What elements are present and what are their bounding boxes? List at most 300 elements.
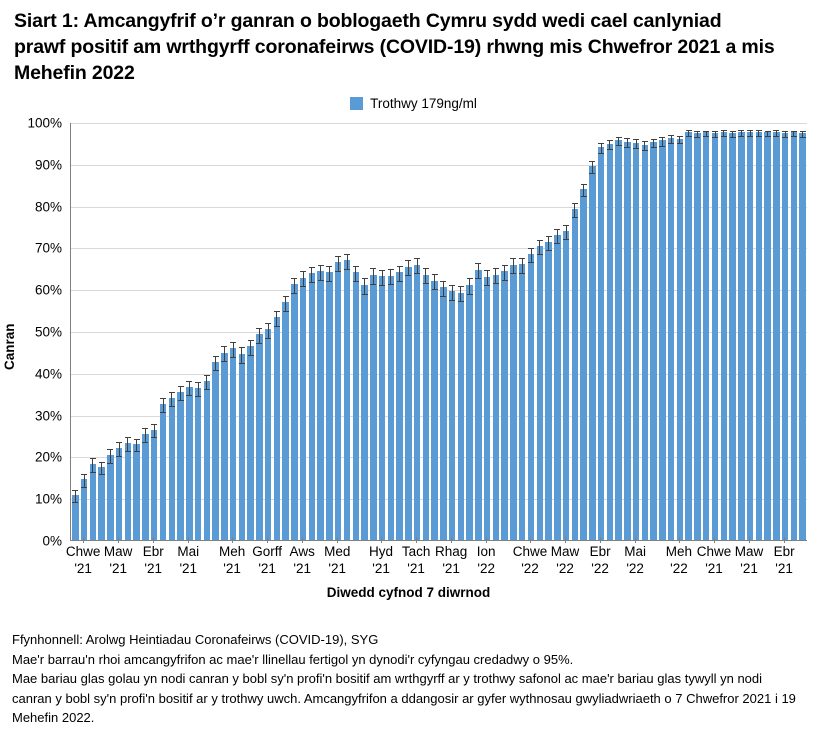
error-bar-cap [379, 285, 385, 286]
error-bar-cap [204, 375, 210, 376]
footnote-ci: Mae'r barrau'n rhoi amcangyfrifon ac mae'r llinellau fertigol yn dynodi'r cyfyngau credadwy o 95%. [12, 651, 574, 667]
bar [81, 479, 87, 540]
error-bar [241, 347, 242, 362]
bar [493, 275, 499, 540]
bar [607, 144, 613, 540]
error-bar-cap [160, 412, 166, 413]
error-bar-cap [344, 269, 350, 270]
footnote-thresholds: Mae bariau glas golau yn nodi canran y bobl sy'n profi'n bositif am wrthgyrff ar y trothwy safonol ac mae'r bariau glas tywyll yn nodi canran y bobl sy'n profi'n bositif ar y trothwy uwch. Amcangyfrifon a ddangosir ar gyfer wythnosau gwyliadwriaeth o 7 Chwefror 2021 i 19 Mehefin 2022. [12, 671, 796, 725]
bar [519, 264, 525, 540]
error-bar-cap [160, 398, 166, 399]
bar-series [71, 123, 807, 540]
error-bar-cap [633, 148, 639, 149]
error-bar-cap [283, 311, 289, 312]
error-bar-cap [765, 131, 771, 132]
x-tick-mark [232, 537, 233, 543]
error-bar-cap [721, 130, 727, 131]
error-bar-cap [72, 502, 78, 503]
error-bar-cap [598, 153, 604, 154]
error-bar-cap [581, 196, 587, 197]
error-bar-cap [265, 338, 271, 339]
y-tick-label: 30% [34, 408, 62, 424]
error-bar-cap [300, 271, 306, 272]
error-bar-cap [142, 428, 148, 429]
bar [659, 140, 665, 540]
error-bar-cap [554, 243, 560, 244]
y-tick-label: 0% [42, 533, 62, 549]
error-bar [644, 141, 645, 150]
bar [317, 271, 323, 540]
error-bar-cap [449, 300, 455, 301]
error-bar-cap [773, 136, 779, 137]
error-bar-cap [125, 437, 131, 438]
error-bar [478, 263, 479, 278]
error-bar [469, 278, 470, 293]
error-bar [171, 392, 172, 406]
y-tick-label: 60% [34, 282, 62, 298]
error-bar-cap [239, 347, 245, 348]
error-bar [92, 458, 93, 471]
error-bar-cap [738, 136, 744, 137]
error-bar [618, 137, 619, 145]
error-bar-cap [791, 131, 797, 132]
error-bar [636, 139, 637, 148]
x-tick-label: Tach '21 [401, 544, 431, 576]
error-bar-cap [633, 139, 639, 140]
bar [98, 467, 104, 540]
error-bar-cap [256, 343, 262, 344]
error-bar [671, 135, 672, 143]
error-bar-cap [624, 138, 630, 139]
error-bar-cap [440, 281, 446, 282]
bar [712, 133, 718, 540]
y-axis-ticks [18, 115, 62, 575]
error-bar-cap [800, 131, 806, 132]
x-tick-mark [381, 537, 382, 543]
error-bar [592, 161, 593, 173]
error-bar [198, 382, 199, 395]
error-bar [268, 323, 269, 338]
error-bar-cap [449, 285, 455, 286]
error-bar [233, 342, 234, 357]
error-bar [347, 254, 348, 269]
error-bar-cap [256, 328, 262, 329]
error-bar [285, 296, 286, 311]
error-bar [504, 265, 505, 280]
error-bar-cap [686, 130, 692, 131]
x-tick-mark [153, 537, 154, 543]
y-axis-title: Canran [2, 323, 17, 370]
error-bar [276, 311, 277, 326]
error-bar-cap [353, 266, 359, 267]
error-bar-cap [642, 150, 648, 151]
bar [379, 276, 385, 540]
error-bar-cap [791, 136, 797, 137]
error-bar-cap [370, 268, 376, 269]
error-bar-cap [519, 273, 525, 274]
x-tick-label: Ebr '22 [589, 544, 611, 576]
error-bar [75, 490, 76, 502]
error-bar-cap [484, 285, 490, 286]
error-bar [434, 274, 435, 289]
error-bar [189, 381, 190, 395]
error-bar-cap [178, 400, 184, 401]
bar [177, 392, 183, 540]
error-bar-cap [607, 140, 613, 141]
error-bar-cap [642, 141, 648, 142]
x-tick-mark [451, 537, 452, 543]
error-bar [136, 439, 137, 452]
error-bar-cap [221, 346, 227, 347]
x-tick-mark [486, 537, 487, 543]
error-bar-cap [186, 395, 192, 396]
error-bar-cap [738, 130, 744, 131]
bar [756, 132, 762, 540]
error-bar-cap [800, 137, 806, 138]
error-bar-cap [616, 145, 622, 146]
bar [274, 317, 280, 540]
error-bar [110, 449, 111, 462]
error-bar-cap [116, 456, 122, 457]
error-bar-cap [265, 323, 271, 324]
error-bar-cap [659, 146, 665, 147]
error-bar-cap [528, 248, 534, 249]
error-bar-cap [528, 262, 534, 263]
error-bar-cap [230, 357, 236, 358]
error-bar [557, 229, 558, 243]
bar [291, 284, 297, 540]
legend-swatch-icon [350, 97, 363, 110]
error-bar [101, 462, 102, 475]
error-bar [382, 270, 383, 285]
bar [598, 147, 604, 540]
error-bar [329, 266, 330, 281]
error-bar-cap [151, 437, 157, 438]
error-bar-cap [493, 283, 499, 284]
error-bar-cap [694, 131, 700, 132]
error-bar-cap [405, 260, 411, 261]
error-bar [154, 424, 155, 437]
x-tick-label: Ebr '21 [773, 544, 795, 576]
error-bar-cap [204, 389, 210, 390]
error-bar-cap [291, 278, 297, 279]
error-bar-cap [747, 130, 753, 131]
x-tick-mark [188, 537, 189, 543]
x-tick-mark [600, 537, 601, 543]
error-bar-cap [502, 265, 508, 266]
error-bar-cap [414, 273, 420, 274]
x-tick-mark [530, 537, 531, 543]
bar [685, 132, 691, 540]
x-tick-label: Maw '21 [734, 544, 764, 576]
error-bar-cap [99, 462, 105, 463]
error-bar [425, 268, 426, 283]
x-tick-mark [679, 537, 680, 543]
footnotes [12, 630, 802, 728]
bar [466, 285, 472, 540]
error-bar [531, 248, 532, 262]
error-bar [653, 139, 654, 147]
bar [642, 145, 648, 540]
error-bar-cap [432, 289, 438, 290]
error-bar-cap [344, 254, 350, 255]
error-bar [609, 140, 610, 149]
bar [414, 265, 420, 540]
bar [195, 388, 201, 540]
error-bar-cap [607, 149, 613, 150]
bar [151, 430, 157, 540]
bar [694, 133, 700, 540]
page-title: Siart 1: Amcangyfrif o’r ganran o boblogaeth Cymru sydd wedi cael canlyniad prawf positif am wrthgyrff coronafeirws (COVID-19) rhwng mis Chwefror 2021 a mis Mehefin 2022 [14, 10, 775, 84]
error-bar-cap [379, 270, 385, 271]
error-bar-cap [274, 326, 280, 327]
x-tick-label: Chwe '22 [512, 544, 548, 576]
error-bar [513, 258, 514, 273]
y-tick-label: 100% [27, 115, 62, 131]
error-bar-cap [414, 258, 420, 259]
error-bar-cap [581, 184, 587, 185]
error-bar-cap [90, 472, 96, 473]
error-bar-cap [99, 474, 105, 475]
error-bar-cap [195, 396, 201, 397]
error-bar-cap [326, 281, 332, 282]
bar [353, 272, 359, 540]
error-bar [566, 225, 567, 239]
legend-label: Trothwy 179ng/ml [370, 96, 477, 111]
error-bar [364, 278, 365, 293]
error-bar-cap [318, 280, 324, 281]
bar [773, 132, 779, 540]
error-bar [460, 286, 461, 301]
error-bar [259, 328, 260, 343]
error-bar-cap [782, 131, 788, 132]
error-bar [662, 137, 663, 145]
bar [721, 132, 727, 540]
bar [449, 291, 455, 540]
bar [221, 353, 227, 540]
bar [738, 132, 744, 540]
bar [265, 329, 271, 540]
y-tick-label: 80% [34, 199, 62, 215]
bar [633, 143, 639, 540]
error-bar-cap [440, 296, 446, 297]
error-bar-cap [335, 256, 341, 257]
error-bar-cap [458, 286, 464, 287]
bar [361, 285, 367, 540]
error-bar-cap [756, 136, 762, 137]
x-tick-mark [337, 537, 338, 543]
error-bar-cap [730, 131, 736, 132]
error-bar-cap [90, 458, 96, 459]
x-tick-label: Meh '21 [218, 544, 246, 576]
error-bar-cap [475, 278, 481, 279]
error-bar-cap [125, 451, 131, 452]
x-tick-mark [83, 537, 84, 543]
error-bar-cap [677, 143, 683, 144]
x-tick-mark [118, 537, 119, 543]
bar [309, 273, 315, 540]
bar [326, 272, 332, 540]
error-bar [495, 268, 496, 283]
bar [247, 346, 253, 540]
error-bar-cap [134, 451, 140, 452]
x-tick-mark [635, 537, 636, 543]
bar [677, 139, 683, 540]
bar [396, 272, 402, 540]
bar [458, 293, 464, 540]
error-bar-cap [362, 294, 368, 295]
error-bar-cap [432, 274, 438, 275]
bar [204, 381, 210, 540]
error-bar-cap [300, 286, 306, 287]
error-bar [215, 356, 216, 370]
bar [650, 142, 656, 540]
error-bar-cap [694, 137, 700, 138]
error-bar-cap [651, 147, 657, 148]
x-tick-label: Aws '21 [289, 544, 315, 576]
error-bar-cap [134, 439, 140, 440]
error-bar-cap [326, 266, 332, 267]
y-tick-label: 90% [34, 157, 62, 173]
error-bar [224, 346, 225, 361]
error-bar-cap [537, 240, 543, 241]
bar [300, 278, 306, 540]
bar [282, 302, 288, 540]
x-tick-label: Rhag '21 [435, 544, 468, 576]
error-bar [390, 269, 391, 284]
bar [239, 354, 245, 540]
bar [528, 254, 534, 540]
bar [729, 133, 735, 540]
error-bar-cap [213, 370, 219, 371]
x-tick-label: Chwe '21 [65, 544, 101, 576]
error-bar [303, 271, 304, 286]
error-bar-cap [362, 278, 368, 279]
bar [545, 242, 551, 540]
error-bar-cap [765, 136, 771, 137]
plot-area [0, 115, 817, 600]
error-bar-cap [484, 270, 490, 271]
error-bar-cap [502, 280, 508, 281]
error-bar-cap [686, 136, 692, 137]
x-tick-mark [267, 537, 268, 543]
error-bar-cap [274, 311, 280, 312]
x-tick-label: Maw '22 [550, 544, 580, 576]
error-bar-cap [756, 130, 762, 131]
error-bar-cap [248, 340, 254, 341]
x-tick-label: Ion '22 [476, 544, 496, 576]
error-bar [355, 266, 356, 281]
error-bar-cap [116, 442, 122, 443]
x-tick-mark [714, 537, 715, 543]
error-bar-cap [195, 382, 201, 383]
error-bar-cap [142, 442, 148, 443]
bar [107, 455, 113, 540]
error-bar-cap [773, 130, 779, 131]
error-bar-cap [283, 296, 289, 297]
y-tick-label: 50% [34, 324, 62, 340]
error-bar-cap [572, 217, 578, 218]
error-bar-cap [563, 239, 569, 240]
error-bar-cap [335, 271, 341, 272]
bar [160, 404, 166, 540]
bar [563, 231, 569, 540]
x-tick-mark [749, 537, 750, 543]
x-tick-mark [302, 537, 303, 543]
bar [510, 265, 516, 540]
error-bar-cap [353, 281, 359, 282]
error-bar-cap [388, 284, 394, 285]
bar [116, 448, 122, 540]
error-bar-cap [668, 135, 674, 136]
error-bar-cap [519, 258, 525, 259]
bar [125, 443, 131, 540]
error-bar-cap [510, 258, 516, 259]
error-bar-cap [730, 137, 736, 138]
error-bar [487, 270, 488, 285]
error-bar-cap [178, 386, 184, 387]
error-bar-cap [186, 381, 192, 382]
error-bar-cap [703, 131, 709, 132]
error-bar [145, 428, 146, 442]
error-bar-cap [703, 136, 709, 137]
error-bar-cap [169, 406, 175, 407]
error-bar-cap [712, 131, 718, 132]
error-bar [452, 285, 453, 300]
error-bar [206, 375, 207, 389]
error-bar-cap [248, 355, 254, 356]
bar [537, 246, 543, 540]
error-bar [399, 266, 400, 281]
x-tick-label: Med '21 [324, 544, 351, 576]
error-bar-cap [81, 487, 87, 488]
error-bar [601, 143, 602, 153]
x-tick-label: Maw '21 [103, 544, 133, 576]
error-bar-cap [291, 293, 297, 294]
bar [501, 271, 507, 540]
error-bar [574, 203, 575, 216]
bar [580, 189, 586, 540]
error-bar [250, 340, 251, 355]
error-bar-cap [747, 136, 753, 137]
error-bar-cap [151, 424, 157, 425]
x-tick-label: Mai '22 [624, 544, 647, 576]
error-bar-cap [493, 268, 499, 269]
y-tick-label: 40% [34, 366, 62, 382]
error-bar [522, 258, 523, 273]
bar [133, 444, 139, 540]
error-bar [539, 240, 540, 254]
bar [624, 142, 630, 540]
error-bar [548, 236, 549, 250]
error-bar-cap [107, 463, 113, 464]
x-tick-label: Meh '22 [665, 544, 693, 576]
bar [747, 132, 753, 540]
error-bar-cap [221, 361, 227, 362]
error-bar-cap [712, 137, 718, 138]
error-bar [294, 278, 295, 293]
bar [212, 362, 218, 540]
error-bar [320, 265, 321, 280]
bar [90, 464, 96, 540]
x-tick-label: Hyd '21 [369, 544, 394, 576]
error-bar-cap [572, 203, 578, 204]
error-bar-cap [651, 139, 657, 140]
error-bar-cap [423, 268, 429, 269]
error-bar [583, 184, 584, 197]
bar [668, 138, 674, 540]
bar [615, 140, 621, 540]
